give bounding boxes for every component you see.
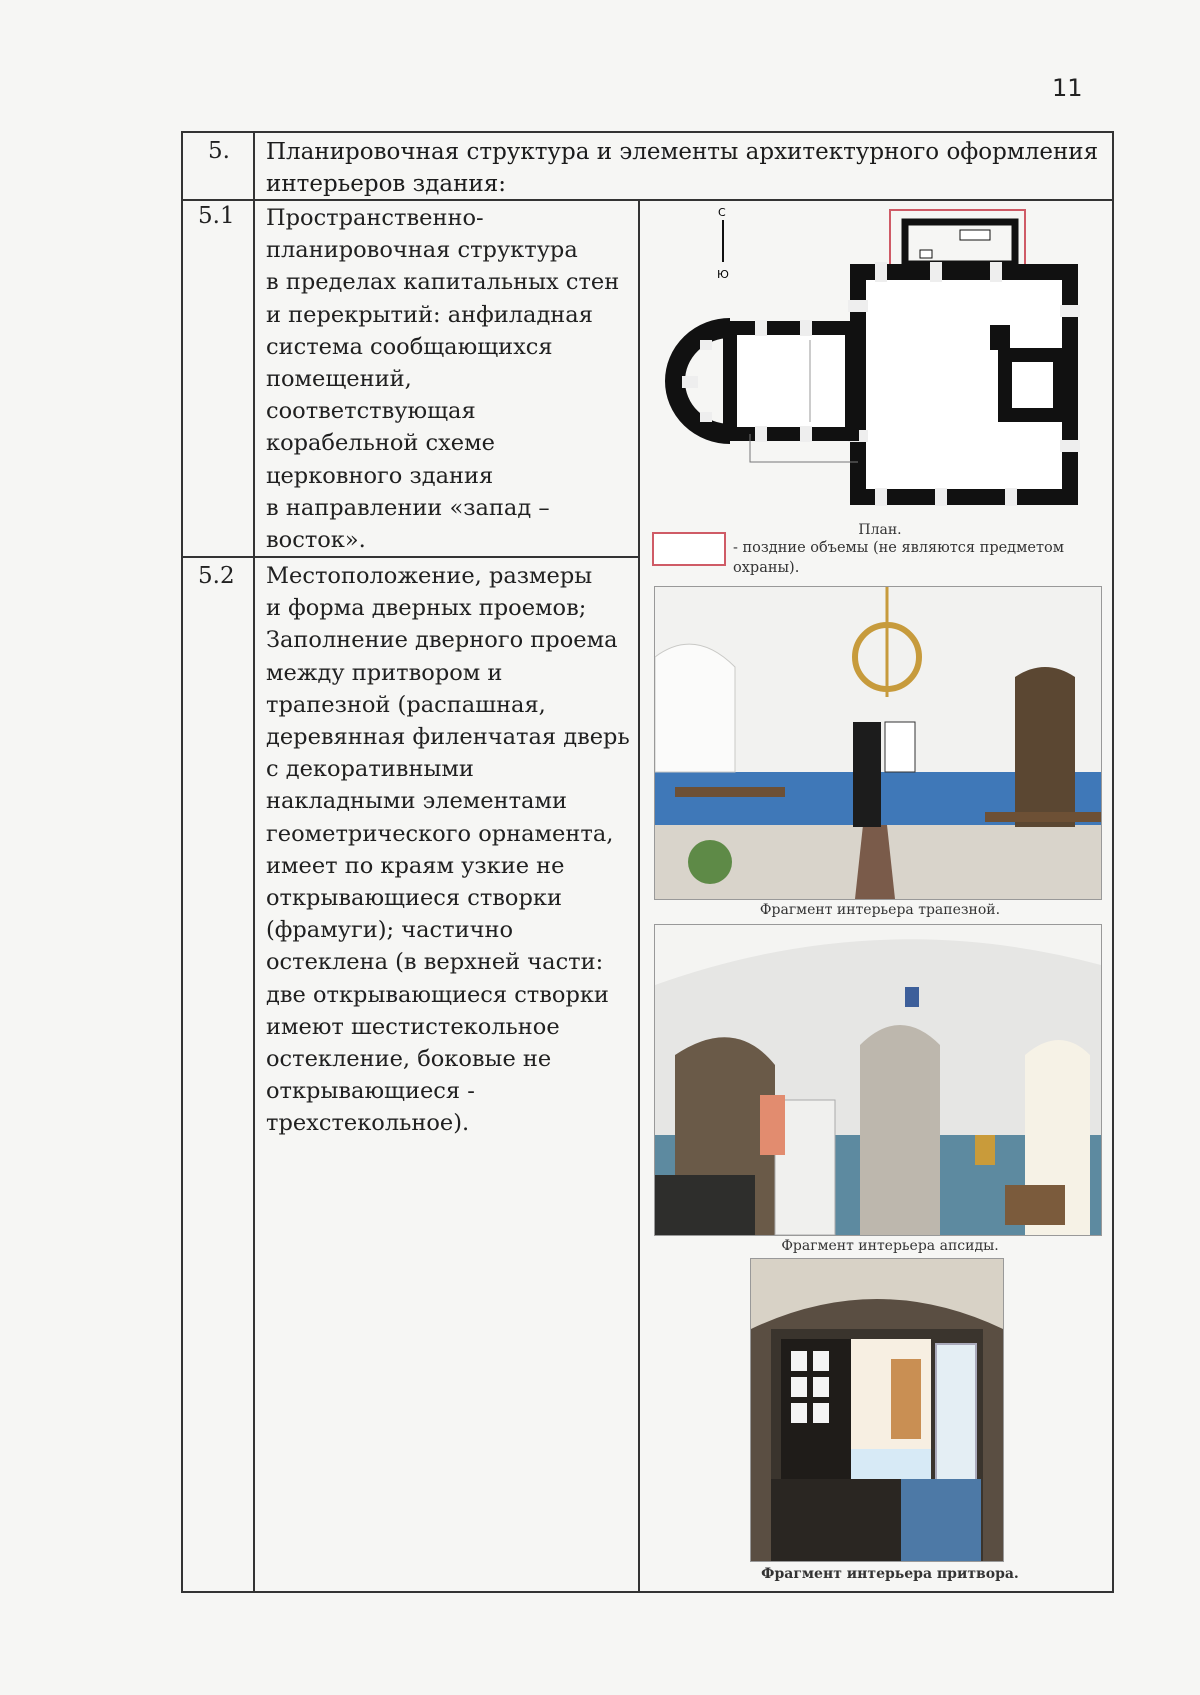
section-number: 5.2 (198, 563, 235, 589)
text-line: и перекрытий: анфиладная (266, 301, 593, 328)
late-annex (905, 222, 1015, 264)
narthex-photo-caption: Фрагмент интерьера притвора. (761, 1566, 1019, 1582)
south-label: Ю (717, 268, 729, 281)
table-left-border (181, 131, 183, 1593)
text-line: Заполнение дверного проема (266, 627, 618, 654)
table-row-divider (181, 556, 640, 558)
text-line: планировочная структура (266, 237, 578, 264)
table-right-border (1112, 131, 1114, 1593)
refectory-photo (654, 586, 1102, 900)
section-title: Планировочная структура и элементы архитектурного оформления интерьеров здания: (266, 139, 1099, 197)
section-number: 5. (208, 138, 230, 164)
page-number: 11 (1052, 74, 1083, 102)
late-volume-legend-swatch (652, 532, 726, 566)
text-line: накладными элементами (266, 788, 567, 815)
table-bottom-border (181, 1591, 1114, 1593)
text-line: две открывающиеся створки (266, 981, 609, 1008)
text-line: корабельной схеме (266, 430, 495, 457)
section-number: 5.1 (198, 203, 235, 229)
text-line: в пределах капитальных стен (266, 269, 620, 296)
text-line: деревянная филенчатая дверь (266, 724, 630, 751)
text-line: в направлении «запад – (266, 494, 550, 521)
apse-photo-caption: Фрагмент интерьера апсиды. (781, 1238, 999, 1254)
section-5-1-description (266, 202, 626, 556)
text-line: восток». (266, 527, 366, 554)
text-line: имеет по краям узкие не (266, 852, 565, 879)
narthex-photo (750, 1258, 1004, 1562)
text-line: геометрического орнамента, (266, 820, 614, 847)
text-line: с декоративными (266, 756, 474, 783)
text-line: трехстекольное). (266, 1110, 470, 1137)
text-line: открывающиеся створки (266, 885, 562, 912)
apse-walls (675, 328, 730, 434)
text-line: система сообщающихся (266, 333, 553, 360)
text-line: Пространственно- (266, 205, 484, 231)
text-line: помещений, (266, 366, 412, 393)
text-line: открывающиеся - (266, 1078, 475, 1105)
plan-legend: - поздние объемы (не являются предметом охраны). (733, 540, 1065, 576)
text-line: и форма дверных проемов; (266, 595, 587, 622)
text-line: трапезной (распашная, (266, 691, 546, 718)
text-line: остеклена (в верхней части: (266, 949, 604, 976)
apse-photo (654, 924, 1102, 1236)
compass-icon (717, 206, 729, 281)
table-top-border (181, 131, 1114, 133)
text-line: между притвором и (266, 659, 503, 686)
plan-caption: План. (858, 522, 902, 538)
text-line: остекление, боковые не (266, 1046, 552, 1073)
text-line: соответствующая (266, 398, 476, 425)
text-line: Местоположение, размеры (266, 563, 593, 589)
text-line: (фрамуги); частично (266, 917, 513, 944)
section-5-2-description (266, 560, 646, 1140)
nave-walls (730, 320, 852, 442)
table-number-column-border (253, 131, 255, 1593)
refectory-photo-caption: Фрагмент интерьера трапезной. (759, 902, 1001, 918)
floor-plan (660, 200, 1080, 520)
north-label: С (718, 206, 726, 219)
text-line: имеют шестистекольное (266, 1013, 560, 1040)
text-line: церковного здания (266, 462, 494, 489)
